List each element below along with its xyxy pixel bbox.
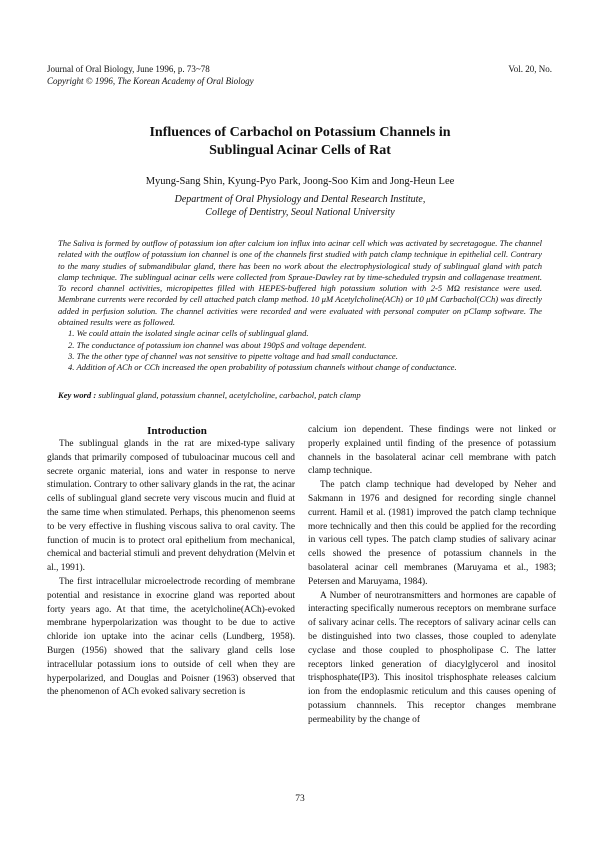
abstract-results (58, 328, 542, 373)
title-line-1: Influences of Carbachol on Potassium Channels in (149, 125, 451, 140)
abstract-body: The Saliva is formed by outflow of potassium ion after calcium ion influx into acinar cell which was activated by secretagogue. The channel related with the outflow of potassium ion channel is one of the channels first studied with patch clamp technique in epithelial cell. Contrary to the many studies of submandibular gland, there has been no work about the electrophysiological study of sublingual gland with patch clamp technique. The sublingual acinar cells were collected from Spraue-Dawley rat by time-scheduled trypsin and collagenase treatment. To record channel activities, micropipettes filled with HEPES-buffered high potassium solution with 2-5 MΩ resistance were used. Membrane currents were recorded by cell attached patch clamp method. 10 μM Acetylcholine(ACh) or 10 μM Carbachol(CCh) was directly added in perfusion solution. The channel activities were recorded and were evaluated with personal computer on pClamp software. The obtained results were as followed. (58, 238, 542, 328)
result-item: 1. We could attain the isolated single acinar cells of sublingual gland. (68, 328, 309, 339)
keywords-text: sublingual gland, potassium channel, acetylcholine, carbachol, patch clamp (98, 390, 361, 400)
right-column (308, 424, 556, 728)
paper-title (40, 124, 560, 160)
result-item: 4. Addition of ACh or CCh increased the open probability of potassium channels without change of conductance. (68, 362, 457, 373)
copyright-line: Copyright © 1996, The Korean Academy of Oral Biology (47, 76, 254, 86)
body-paragraph: The first intracellular microelectrode recording of membrane potential and resistance in exocrine gland was reported about forty years ago. At that time, the acetylcholine(ACh)-evoked membrane hyperpolarization was thought to be due to active chloride ion uptake into the acinar cells (Lundberg, 1958). Burgen (1956) showed that the salivary gland cells lose intracellular potassium ions to outside of cell when they are hyperpolarized, and Douglas and Poisner (1963) observed that the phenomenon of ACh evoked salivary secretion is (47, 576, 295, 698)
keywords-label: Key word : (58, 390, 97, 400)
result-item: 3. The the other type of channel was not sensitive to pipette voltage and had small conductance. (68, 350, 398, 361)
affiliation-line-1: Department of Oral Physiology and Dental Research Institute, (174, 194, 426, 205)
affiliation (40, 194, 560, 219)
section-heading-introduction: Introduction (147, 425, 207, 437)
journal-citation: Journal of Oral Biology, June 1996, p. 73~78 (47, 64, 210, 74)
page-number: 73 (295, 794, 305, 804)
abstract (58, 238, 542, 374)
keywords (58, 390, 542, 401)
result-item: 2. The conductance of potassium ion channel was about 190pS and voltage dependent. (68, 339, 367, 350)
affiliation-line-2: College of Dentistry, Seoul National University (205, 206, 395, 218)
body-paragraph: A Number of neurotransmitters and hormones are capable of interacting specifically numerous receptors on membrane surface of salivary acinar cells. The receptors of salivary acinar cells can be distinguished into two classes, those coupled to adenylate cyclase and those coupled to phospholipase C. The latter receptors linked generation of diacylglycerol and inositol trisphosphate(IP3). This inositol trisphosphate releases calcium ion from the endoplasmic reticulum and this causes opening of potassium channnels. This receptor changes membrane permeability by the change of (308, 590, 556, 725)
body-paragraph: The sublingual glands in the rat are mixed-type salivary glands that primarily composed of tubuloacinar mucous cell and secrete organic material, ions and water in response to nerve stimulation. Contrary to other salivary glands in the rat, the acinar cells of sublingual gland secrete very viscous mucin and fluid at the same time when stimulated. Perhaps, this phenomenon seems to be very effective in flushing viscous saliva to oral cavity. The function of mucin is to protect oral epithelium from mechanical, chemical and bacterial stimuli and prevent dehydration (Melvin et al., 1991). (47, 439, 295, 574)
running-header (47, 63, 254, 87)
body-paragraph: The patch clamp technique had developed by Neher and Sakmann in 1976 and designed for recording single channel current. Hamil et al. (1981) improved the patch clamp technique more technically and then this could be applied for the recording in various cell types. The patch clamp studies of salivary acinar cells showed the presence of potassium channels in the basolateral acinar cell membranes (Maruyama et al., 1983; Petersen and Maruyama, 1984). (308, 480, 556, 587)
author-list: Myung-Sang Shin, Kyung-Pyo Park, Joong-Soo Kim and Jong-Heun Lee (145, 176, 455, 187)
left-column (47, 424, 295, 700)
volume-label: Vol. 20, No. (508, 64, 552, 74)
title-line-2: Sublingual Acinar Cells of Rat (209, 143, 391, 158)
body-paragraph: calcium ion dependent. These findings were not linked or properly explained until finding of the presence of potassium channels in the basolateral acinar cell membrane with patch clamp technique. (308, 425, 556, 477)
